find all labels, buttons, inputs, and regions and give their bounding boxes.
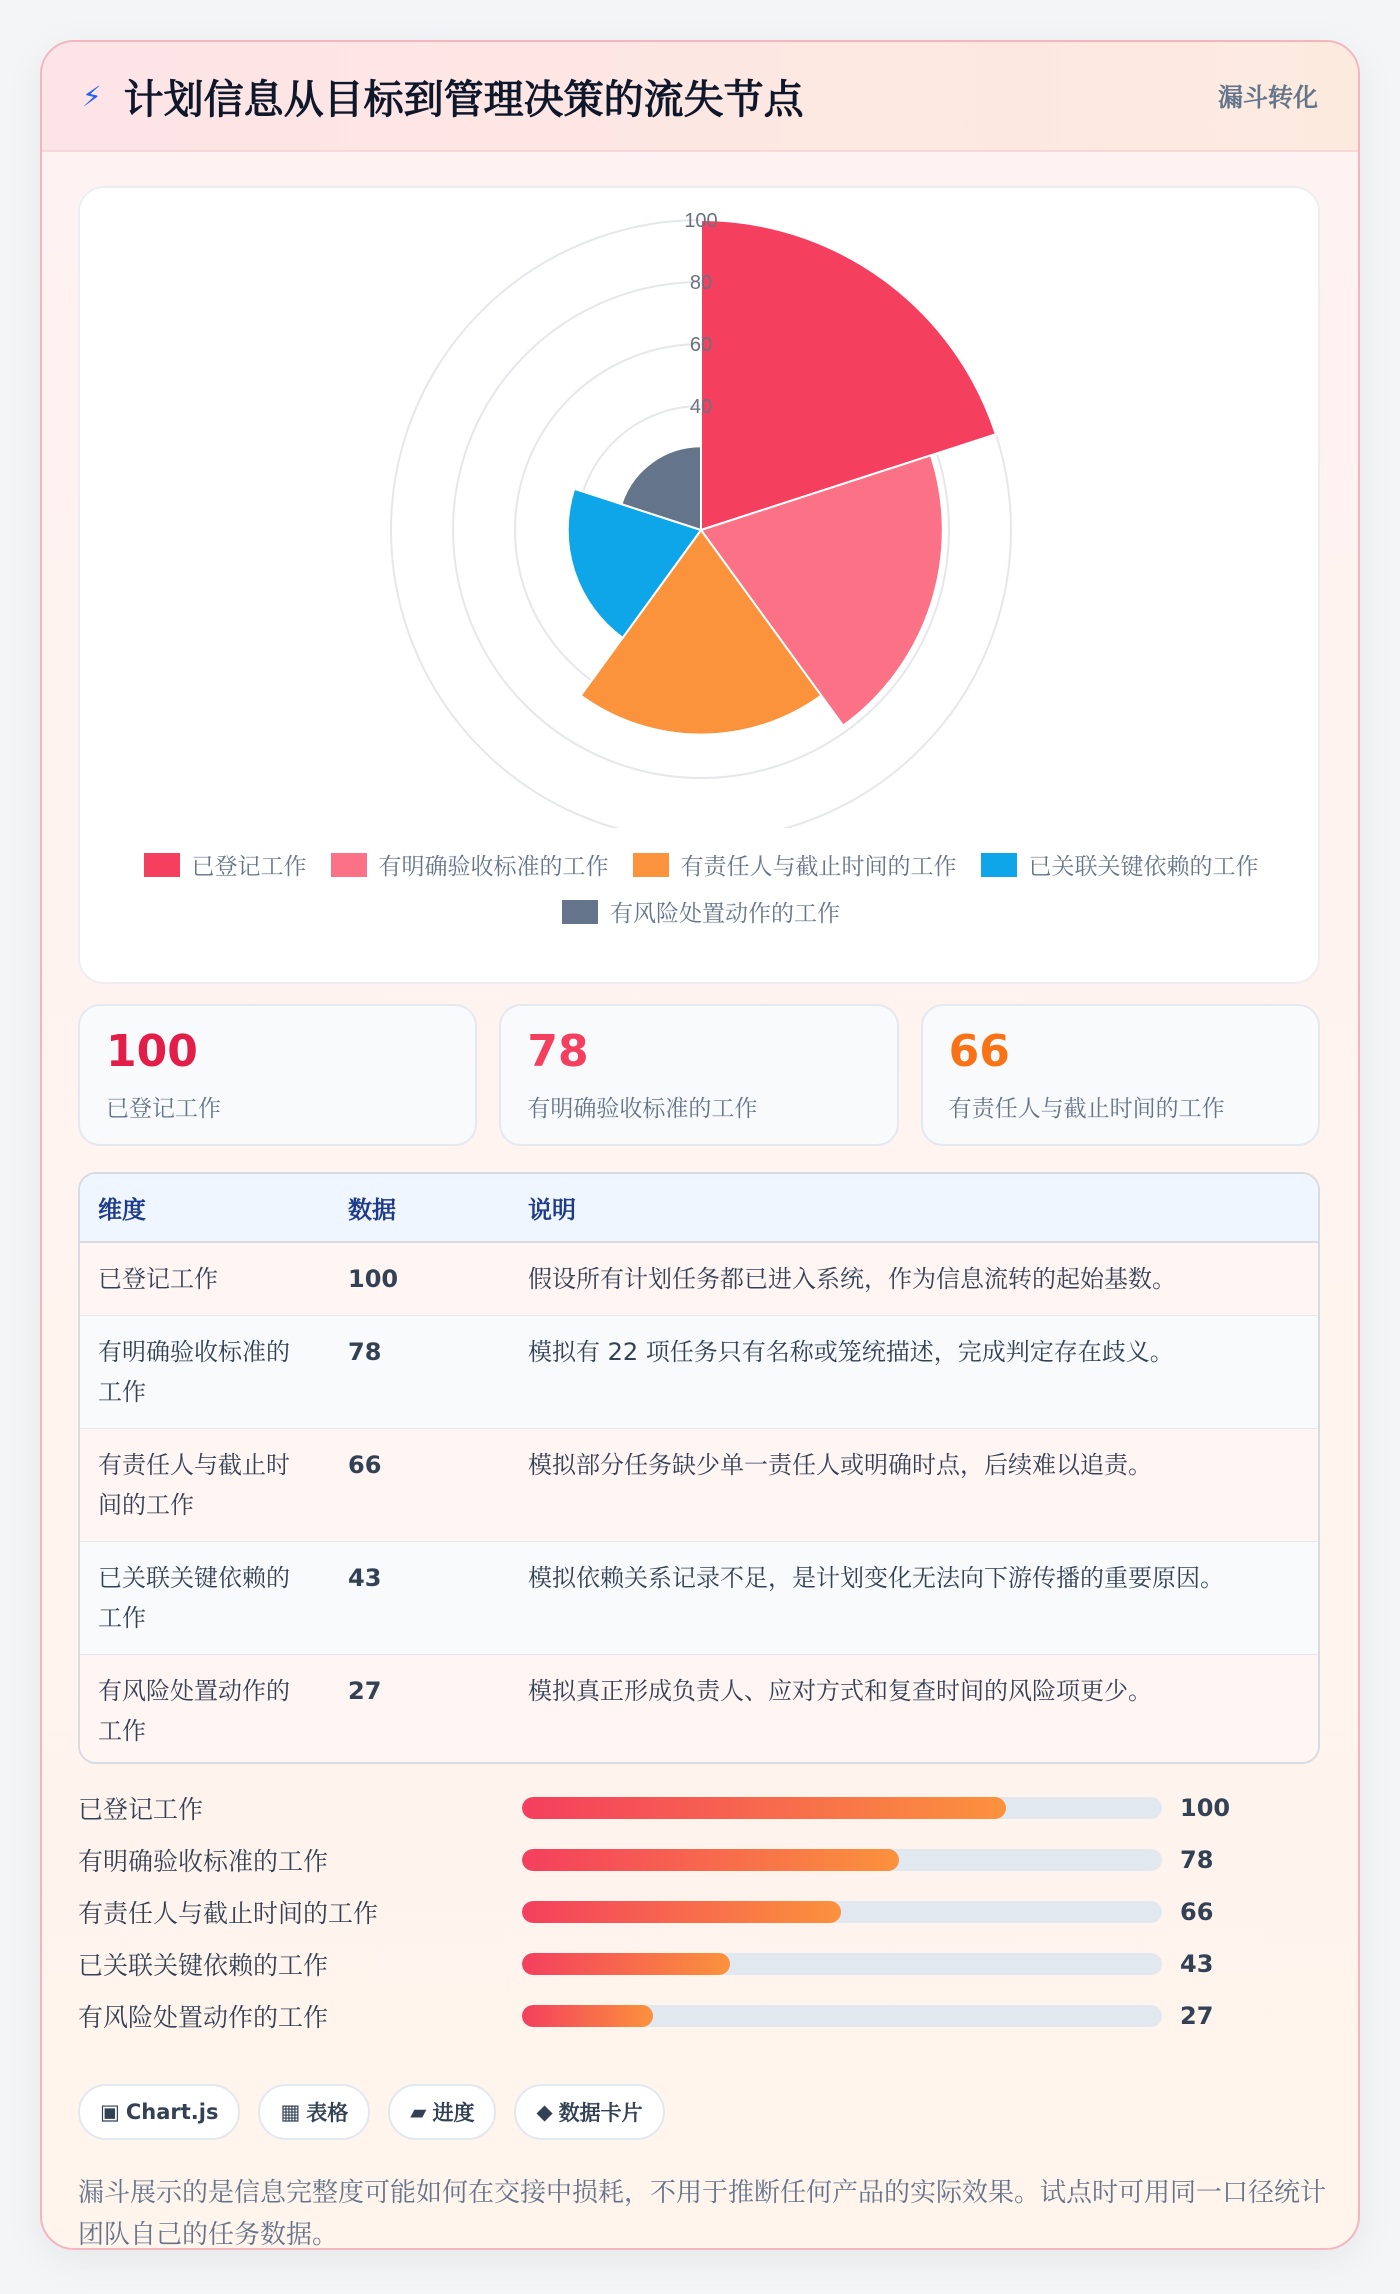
cell-value: 66: [330, 1429, 510, 1542]
stat-label: 已登记工作: [106, 1096, 221, 1122]
cell-dimension: 有明确验收标准的工作: [80, 1316, 330, 1429]
radial-tick-label-2: 60: [689, 334, 713, 356]
data-table: [78, 1172, 1320, 1764]
progress-track: [522, 1901, 1162, 1923]
chip-label: 表格: [306, 2101, 349, 2125]
chart-legend: [80, 848, 1322, 928]
cell-value: 100: [330, 1242, 510, 1316]
progress-label: 有风险处置动作的工作: [78, 2003, 329, 2032]
cell-description: 模拟有 22 项任务只有名称或笼统描述，完成判定存在歧义。: [510, 1316, 1318, 1429]
table-row: [80, 1242, 1318, 1316]
progress-track: [522, 1953, 1162, 1975]
radial-tick-label-0: 100: [684, 210, 718, 232]
chart-panel: [78, 186, 1320, 984]
header-left: [82, 68, 804, 125]
legend-swatch: [633, 853, 669, 877]
cell-dimension: 已登记工作: [80, 1242, 330, 1316]
progress-value: 66: [1180, 1898, 1214, 1926]
progress-icon: ▰: [410, 2100, 427, 2124]
column-header-dimension: 维度: [80, 1174, 330, 1242]
progress-row: [78, 1834, 1320, 1886]
cell-value: 43: [330, 1542, 510, 1655]
legend-swatch: [981, 853, 1017, 877]
page-title: 计划信息从目标到管理决策的流失节点: [123, 76, 804, 123]
progress-value: 43: [1180, 1950, 1214, 1978]
cell-description: 模拟真正形成负责人、应对方式和复查时间的风险项更少。: [528, 1677, 1152, 1705]
card-header: [42, 42, 1358, 152]
progress-label: 有明确验收标准的工作: [78, 1847, 329, 1876]
legend-label: 已登记工作: [191, 854, 307, 880]
category-tag: 漏斗转化: [1217, 83, 1318, 112]
cell-description: 假设所有计划任务都已进入系统，作为信息流转的起始基数。: [510, 1242, 1318, 1316]
chip-label: 数据卡片: [558, 2101, 643, 2125]
legend-item[interactable]: [331, 848, 609, 881]
table-row: [80, 1316, 1318, 1429]
progress-bars: [78, 1782, 1320, 2042]
diamond-icon: ◆: [536, 2100, 553, 2124]
cell-dimension: 有责任人与截止时间的工作: [80, 1429, 330, 1542]
legend-label: 有责任人与截止时间的工作: [680, 854, 957, 880]
radial-tick-label-1: 80: [689, 272, 713, 294]
progress-value: 100: [1180, 1794, 1231, 1822]
progress-label: 已登记工作: [78, 1795, 204, 1824]
feature-chip: [78, 2084, 240, 2140]
progress-row: [78, 1886, 1320, 1938]
table-row: [80, 1429, 1318, 1542]
bolt-icon: ⚡: [82, 79, 102, 113]
progress-fill: [522, 1849, 899, 1871]
legend-item[interactable]: [633, 848, 957, 881]
feature-chip: [388, 2084, 496, 2140]
progress-track: [522, 1797, 1162, 1819]
stat-cards: [78, 1004, 1320, 1146]
table-row: [80, 1542, 1318, 1655]
cell-value: 78: [330, 1316, 510, 1429]
cell-dimension: 已关联关键依赖的工作: [80, 1542, 330, 1655]
cell-description: 模拟部分任务缺少单一责任人或明确时点，后续难以追责。: [510, 1429, 1318, 1542]
cell-description: 模拟依赖关系记录不足，是计划变化无法向下游传播的重要原因。: [510, 1542, 1318, 1655]
progress-fill: [522, 2005, 653, 2027]
table-icon: ▦: [280, 2100, 301, 2124]
legend-label: 已关联关键依赖的工作: [1028, 854, 1259, 880]
cell-dimension: 有风险处置动作的工作: [98, 1677, 290, 1745]
progress-row: [78, 1990, 1320, 2042]
progress-fill: [522, 1953, 730, 1975]
progress-value: 78: [1180, 1846, 1214, 1874]
progress-label: 有责任人与截止时间的工作: [78, 1899, 379, 1928]
legend-item[interactable]: [562, 895, 840, 928]
legend-label: 有风险处置动作的工作: [610, 901, 840, 927]
polar-area-chart: [80, 188, 1322, 828]
chip-label: 进度: [432, 2101, 475, 2125]
funnel-card: [40, 40, 1360, 2250]
legend-swatch: [331, 853, 367, 877]
stat-label: 有明确验收标准的工作: [527, 1096, 758, 1122]
progress-track: [522, 2005, 1162, 2027]
stat-card: [78, 1004, 477, 1146]
stat-card: [499, 1004, 898, 1146]
chart-icon: ▣: [100, 2100, 120, 2124]
progress-fill: [522, 1797, 1006, 1819]
table-header-row: [80, 1174, 1318, 1242]
feature-chip: [514, 2084, 664, 2140]
progress-row: [78, 1782, 1320, 1834]
chip-label: Chart.js: [125, 2100, 219, 2124]
table-row: [80, 1655, 1318, 1765]
progress-value: 27: [1180, 2002, 1214, 2030]
legend-swatch: [562, 900, 598, 924]
legend-label: 有明确验收标准的工作: [378, 854, 609, 880]
column-header-description: 说明: [510, 1174, 1318, 1242]
cell-value: 27: [348, 1677, 382, 1705]
stat-card: [921, 1004, 1320, 1146]
progress-fill: [522, 1901, 841, 1923]
legend-swatch: [144, 853, 180, 877]
stat-value: 66: [948, 1026, 1010, 1077]
feature-chips: [78, 2084, 665, 2140]
feature-chip: [258, 2084, 370, 2140]
progress-label: 已关联关键依赖的工作: [78, 1951, 329, 1980]
progress-row: [78, 1938, 1320, 1990]
footnote: 漏斗展示的是信息完整度可能如何在交接中损耗，不用于推断任何产品的实际效果。试点时可用同一口径统计团队自己的任务数据。: [78, 2178, 1327, 2250]
radial-tick-label-3: 40: [689, 396, 713, 418]
stat-value: 100: [106, 1026, 198, 1077]
column-header-value: 数据: [330, 1174, 510, 1242]
legend-item[interactable]: [981, 848, 1259, 881]
progress-track: [522, 1849, 1162, 1871]
legend-item[interactable]: [144, 848, 307, 881]
stat-value: 78: [527, 1026, 589, 1077]
stat-label: 有责任人与截止时间的工作: [948, 1096, 1225, 1122]
